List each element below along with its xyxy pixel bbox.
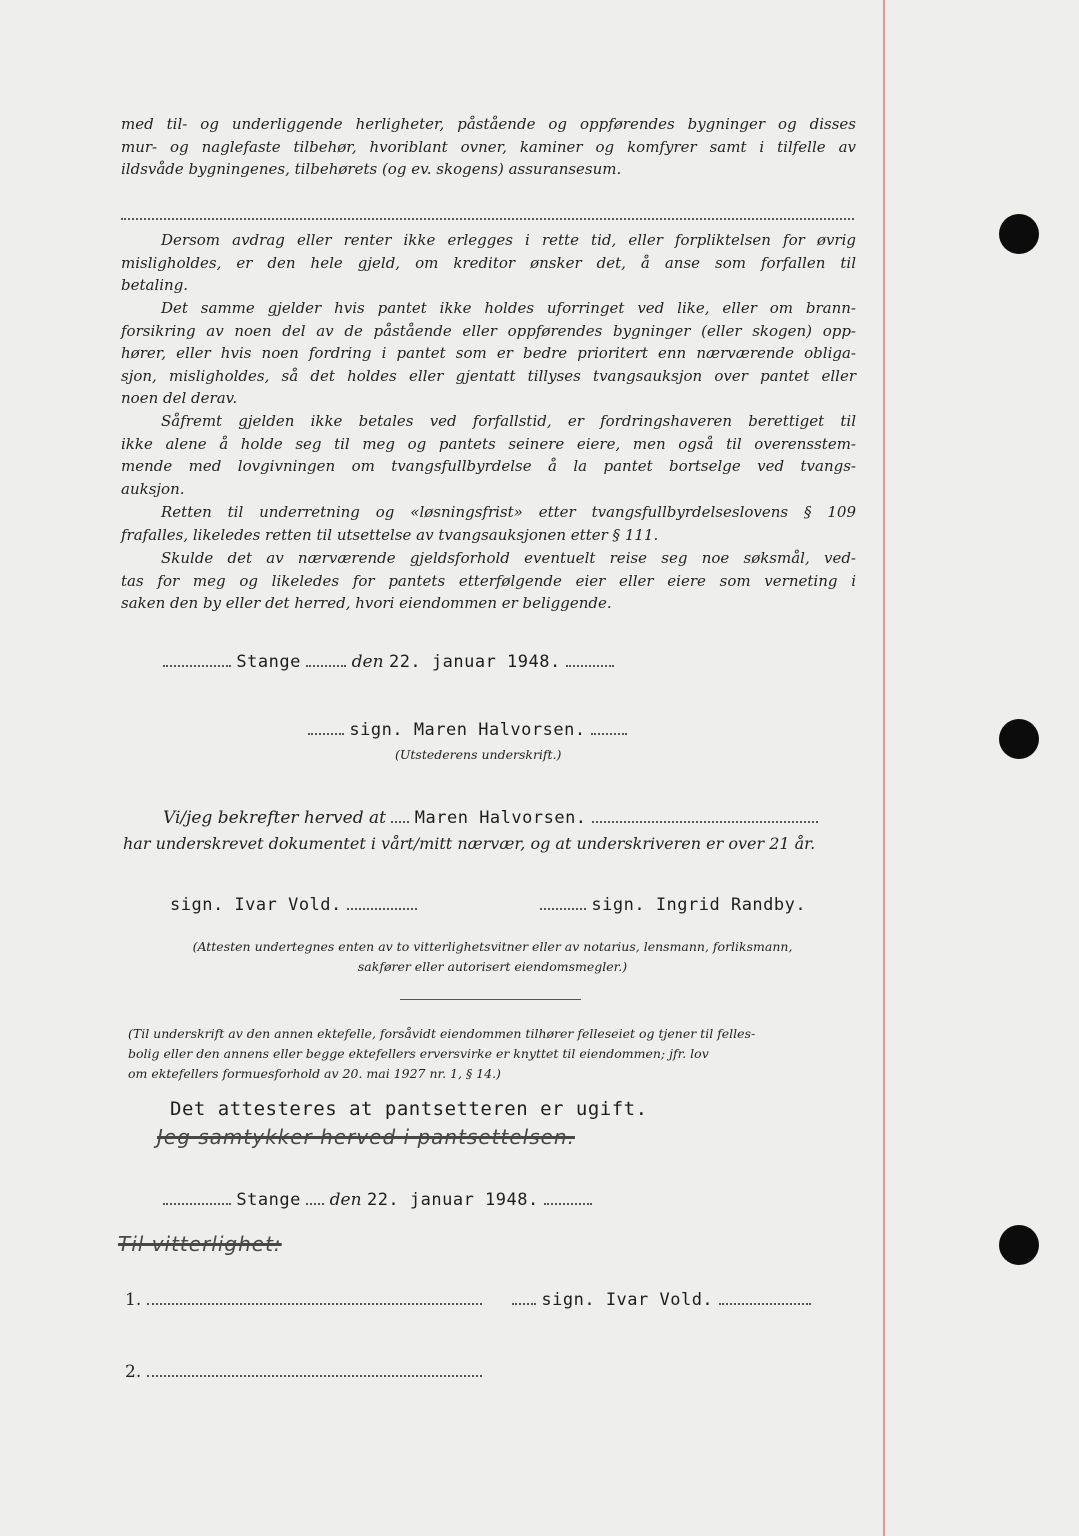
confirmation-line-1 bbox=[163, 808, 818, 828]
typed-attestation: Det attesteres at pantsetteren er ugift. bbox=[170, 1098, 648, 1120]
witness-line-2 bbox=[125, 1362, 482, 1382]
paragraph-due-date bbox=[121, 410, 856, 500]
confirmed-name: Maren Halvorsen. bbox=[414, 808, 587, 828]
place-date-line-2 bbox=[163, 1190, 592, 1210]
issuer-signature: sign. Maren Halvorsen. bbox=[349, 720, 586, 740]
paragraph-line: mur- og naglefaste tilbehør, hvoriblant ovner, kaminer og komfyrer samt i tilfelle av bbox=[121, 137, 856, 156]
punch-hole-bottom bbox=[999, 1225, 1039, 1265]
place-value: Stange bbox=[236, 652, 301, 672]
paragraph-notice bbox=[121, 501, 856, 546]
attest-note-line: sakfører eller autorisert eiendomsmegler.) bbox=[357, 959, 628, 974]
paragraph-line: Skulde det av nærværende gjeldsforhold eventuelt reise seg noe søksmål, ved- bbox=[161, 549, 856, 567]
struck-witness-heading: Til vitterlighet: bbox=[118, 1232, 282, 1256]
confirmation-prefix: Vi/jeg bekrefter herved at bbox=[163, 808, 386, 828]
attest-note bbox=[125, 937, 860, 977]
attest-note-line: (Attesten undertegnes enten av to vitterlighetsvitner eller av notarius, lensmann, forliksmann, bbox=[192, 939, 793, 954]
dotted-separator bbox=[121, 194, 854, 220]
den-label-2: den bbox=[329, 1190, 362, 1210]
punch-hole-middle bbox=[999, 719, 1039, 759]
place-date-line-1 bbox=[163, 652, 614, 672]
confirmation-line-2: har underskrevet dokumentet i vårt/mitt nærvær, og at underskriveren er over 21 år. bbox=[123, 834, 816, 853]
witness-right-signature: sign. Ingrid Randby. bbox=[591, 895, 807, 915]
paragraph-line: forsikring av noen del av de påstående eller oppførendes bygninger (eller skogen) opp- bbox=[121, 321, 856, 340]
spouse-note-line: om ektefellers formuesforhold av 20. mai 1927 nr. 1, § 14.) bbox=[128, 1066, 501, 1081]
place-value-2: Stange bbox=[236, 1190, 301, 1210]
punch-hole-top bbox=[999, 214, 1039, 254]
issuer-signature-line bbox=[308, 720, 627, 740]
paragraph-line: noen del derav. bbox=[121, 389, 238, 408]
paragraph-line: ildsvåde bygningenes, tilbehørets (og ev. skogens) assuransesum. bbox=[121, 160, 622, 179]
den-label: den bbox=[351, 652, 384, 672]
paragraph-venue bbox=[121, 547, 856, 615]
date-value-2: 22. januar 1948. bbox=[366, 1190, 539, 1210]
paragraph-line: sjon, misligholdes, så det holdes eller gjentatt tillyses tvangsauksjon over pantet eller bbox=[121, 366, 856, 385]
witness-1-signature: sign. Ivar Vold. bbox=[541, 1290, 714, 1310]
struck-consent-line: Jeg samtykker herved i pantsettelsen. bbox=[157, 1125, 575, 1149]
paragraph-property bbox=[121, 113, 856, 181]
margin-line bbox=[883, 0, 885, 1536]
paragraph-line: saken den by eller det herred, hvori eiendommen er beliggende. bbox=[121, 594, 612, 613]
witness-right-line bbox=[540, 895, 806, 915]
witness-line-1 bbox=[125, 1290, 482, 1310]
paragraph-line: mende med lovgivningen om tvangsfullbyrdelse å la pantet bortselge ved tvangs- bbox=[121, 457, 856, 476]
paragraph-line: Retten til underretning og «løsningsfrist» etter tvangsfullbyrdelseslovens § 109 bbox=[161, 503, 856, 521]
paragraph-line: frafalles, likeledes retten til utsettelse av tvangsauksjonen etter § 111. bbox=[121, 525, 659, 544]
witness-number-2: 2. bbox=[125, 1362, 142, 1382]
paragraph-line: Det samme gjelder hvis pantet ikke holdes uforringet ved like, eller om brann- bbox=[161, 299, 856, 317]
paragraph-insurance bbox=[121, 297, 856, 410]
paragraph-line: med til- og underliggende herligheter, påstående og oppførendes bygninger og disses bbox=[121, 115, 856, 133]
paragraph-default bbox=[121, 229, 856, 297]
witness-left-line bbox=[170, 895, 417, 915]
spouse-note-line: bolig eller den annens eller begge ektefellers erversvirke er knyttet til eiendommen; jfr. lov bbox=[128, 1046, 709, 1061]
witness-line-1-sign bbox=[512, 1290, 811, 1310]
paragraph-line: Såfremt gjelden ikke betales ved forfallstid, er fordringshaveren berettiget til bbox=[161, 412, 856, 430]
paragraph-line: misligholdes, er den hele gjeld, om kreditor ønsker det, å anse som forfallen til bbox=[121, 253, 856, 272]
spouse-note-line: (Til underskrift av den annen ektefelle, forsåvidt eiendommen tilhører felleseiet og tjener til felles- bbox=[128, 1026, 756, 1041]
witness-left-signature: sign. Ivar Vold. bbox=[170, 895, 342, 915]
paragraph-line: ikke alene å holde seg til meg og pantets seinere eiere, men også til overensstem- bbox=[121, 434, 856, 453]
paragraph-line: tas for meg og likeledes for pantets etterfølgende eier eller eiere som verneting i bbox=[121, 571, 856, 590]
date-value: 22. januar 1948. bbox=[388, 652, 561, 672]
witness-number-1: 1. bbox=[125, 1290, 142, 1310]
issuer-caption: (Utstederens underskrift.) bbox=[395, 747, 562, 762]
section-rule bbox=[400, 999, 581, 1000]
paragraph-line: betaling. bbox=[121, 276, 189, 295]
paragraph-line: Dersom avdrag eller renter ikke erlegges i rette tid, eller forpliktelsen for øvrig bbox=[161, 231, 856, 249]
spouse-note bbox=[128, 1024, 858, 1084]
paragraph-line: auksjon. bbox=[121, 479, 185, 498]
paragraph-line: hører, eller hvis noen fordring i pantet som er bedre prioritert enn nærværende obliga- bbox=[121, 344, 856, 363]
